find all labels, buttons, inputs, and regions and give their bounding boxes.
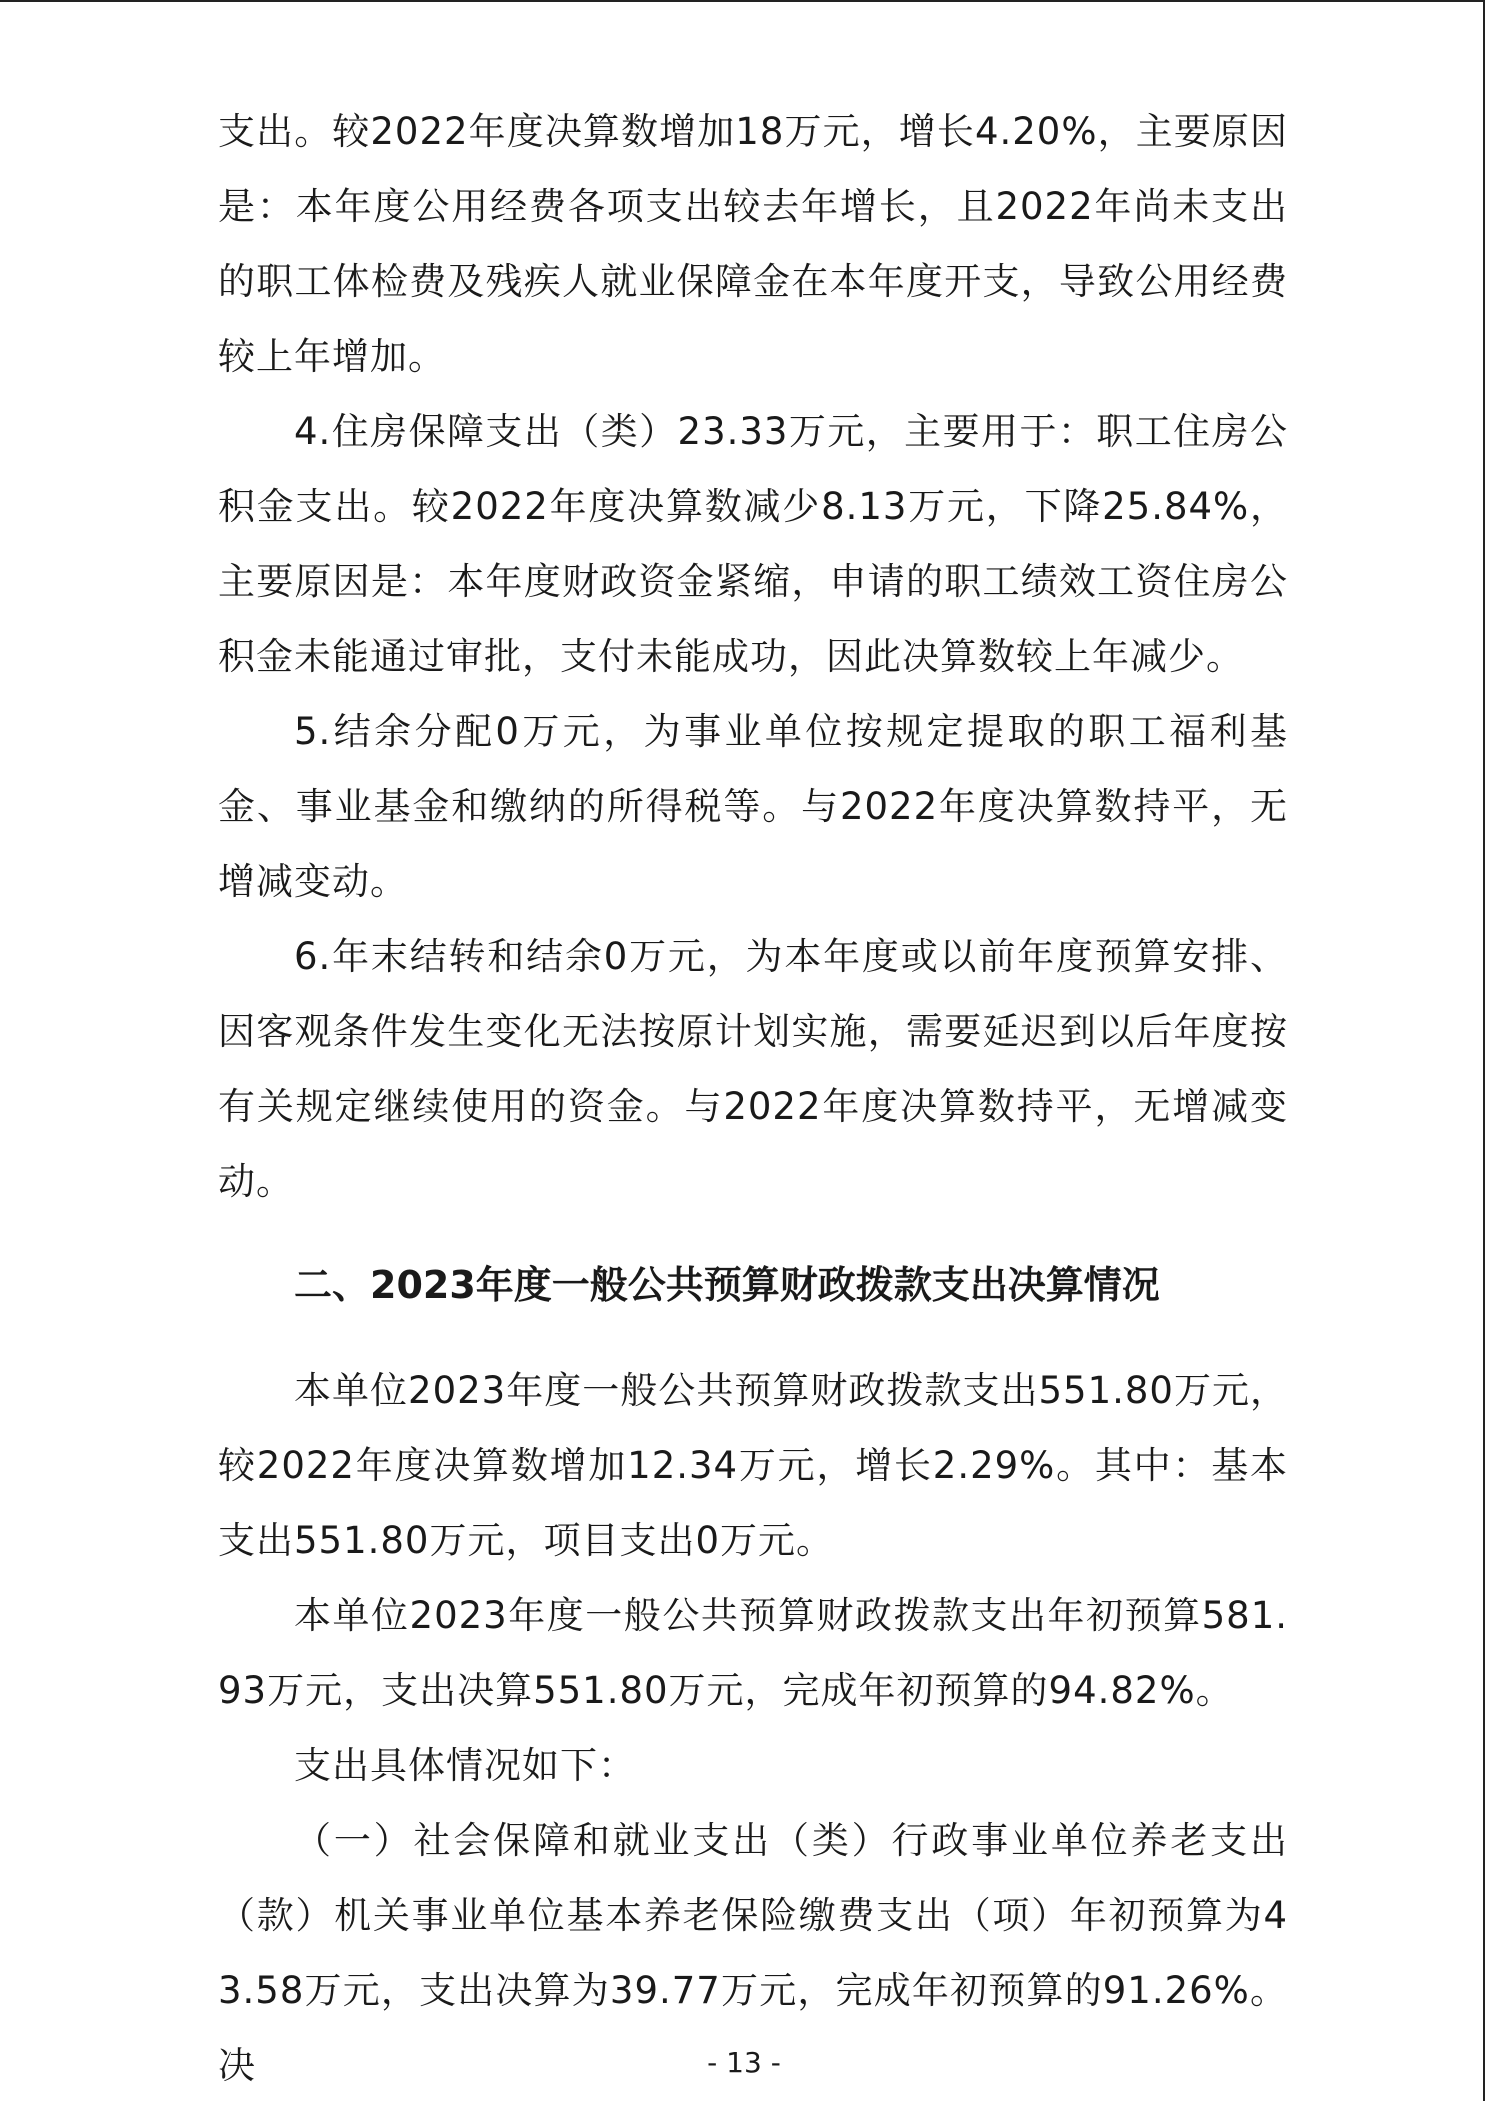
paragraph-year-end-carryover: 6.年末结转和结余0万元，为本年度或以前年度预算安排、因客观条件发生变化无法按原计划实施，需要延迟到以后年度按有关规定继续使用的资金。与2022年度决算数持平，无增减变动。 xyxy=(218,935,1288,1203)
paragraph-general-budget-total: 本单位2023年度一般公共预算财政拨款支出551.80万元，较2022年度决算数增加12.34万元，增长2.29%。其中：基本支出551.80万元，项目支出0万元。 xyxy=(218,1369,1288,1562)
paragraph-social-security-item: （一）社会保障和就业支出（类）行政事业单位养老支出（款）机关事业单位基本养老保险缴费支出（项）年初预算为43.58万元，支出决算为39.77万元，完成年初预算的91.26%。决 xyxy=(218,1819,1288,2087)
paragraph-public-expense-continuation: 支出。较2022年度决算数增加18万元，增长4.20%，主要原因是：本年度公用经费各项支出较去年增长，且2022年尚未支出的职工体检费及残疾人就业保障金在本年度开支，导致公用经费较上年增加。 xyxy=(218,110,1288,378)
paragraph-surplus-distribution: 5.结余分配0万元，为事业单位按规定提取的职工福利基金、事业基金和缴纳的所得税等。与2022年度决算数持平，无增减变动。 xyxy=(218,710,1288,903)
section-heading: 二、2023年度一般公共预算财政拨款支出决算情况 xyxy=(294,1263,1160,1307)
paragraph-details-intro: 支出具体情况如下： xyxy=(294,1744,636,1787)
paragraph-housing-security-expense: 4.住房保障支出（类）23.33万元，主要用于：职工住房公积金支出。较2022年度决算数减少8.13万元，下降25.84%，主要原因是：本年度财政资金紧缩，申请的职工绩效工资住房公积金未能通过审批，支付未能成功，因此决算数较上年减少。 xyxy=(218,410,1288,678)
document-body xyxy=(218,94,1288,2103)
paragraph-budget-completion: 本单位2023年度一般公共预算财政拨款支出年初预算581.93万元，支出决算551.80万元，完成年初预算的94.82%。 xyxy=(218,1594,1288,1712)
page-number: - 13 - xyxy=(707,2046,781,2079)
